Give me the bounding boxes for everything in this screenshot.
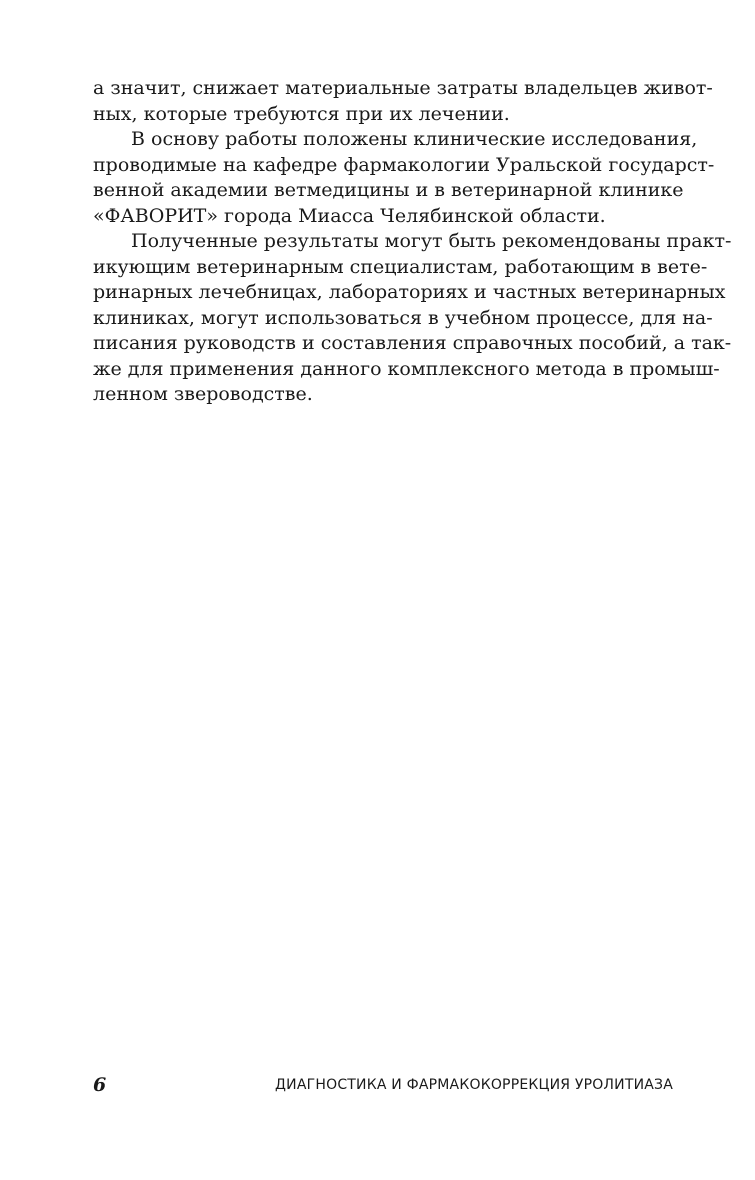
text-line: ных, которые требуются при их лечении. (93, 102, 510, 125)
text-line: ринарных лечебницах, лабораториях и частных ветеринарных (93, 281, 726, 303)
text-line: Полученные результаты могут быть рекомендованы практ- (131, 230, 732, 252)
text-line: икующим ветеринарным специалистам, работающим в вете- (93, 255, 708, 278)
text-line: ленном звероводстве. (93, 383, 313, 405)
text-line: «ФАВОРИТ» города Миасса Челябинской области. (93, 204, 606, 227)
text-line: а значит, снижает материальные затраты владельцев живот- (93, 77, 713, 99)
page-number: 6 (93, 1074, 107, 1096)
running-title: ДИАГНОСТИКА И ФАРМАКОКОРРЕКЦИЯ УРОЛИТИАЗА (275, 1077, 673, 1093)
text-line: венной академии ветмедицины и в ветеринарной клинике (93, 179, 684, 201)
page-footer (93, 1074, 673, 1098)
body-text (93, 76, 732, 408)
text-line: клиниках, могут использоваться в учебном процессе, для на- (93, 306, 713, 329)
text-line: же для применения данного комплексного метода в промыш- (93, 357, 720, 380)
text-line: писания руководств и составления справочных пособий, а так- (93, 332, 732, 354)
text-line: проводимые на кафедре фармакологии Уральской государст- (93, 153, 715, 176)
text-line: В основу работы положены клинические исследования, (131, 128, 698, 150)
